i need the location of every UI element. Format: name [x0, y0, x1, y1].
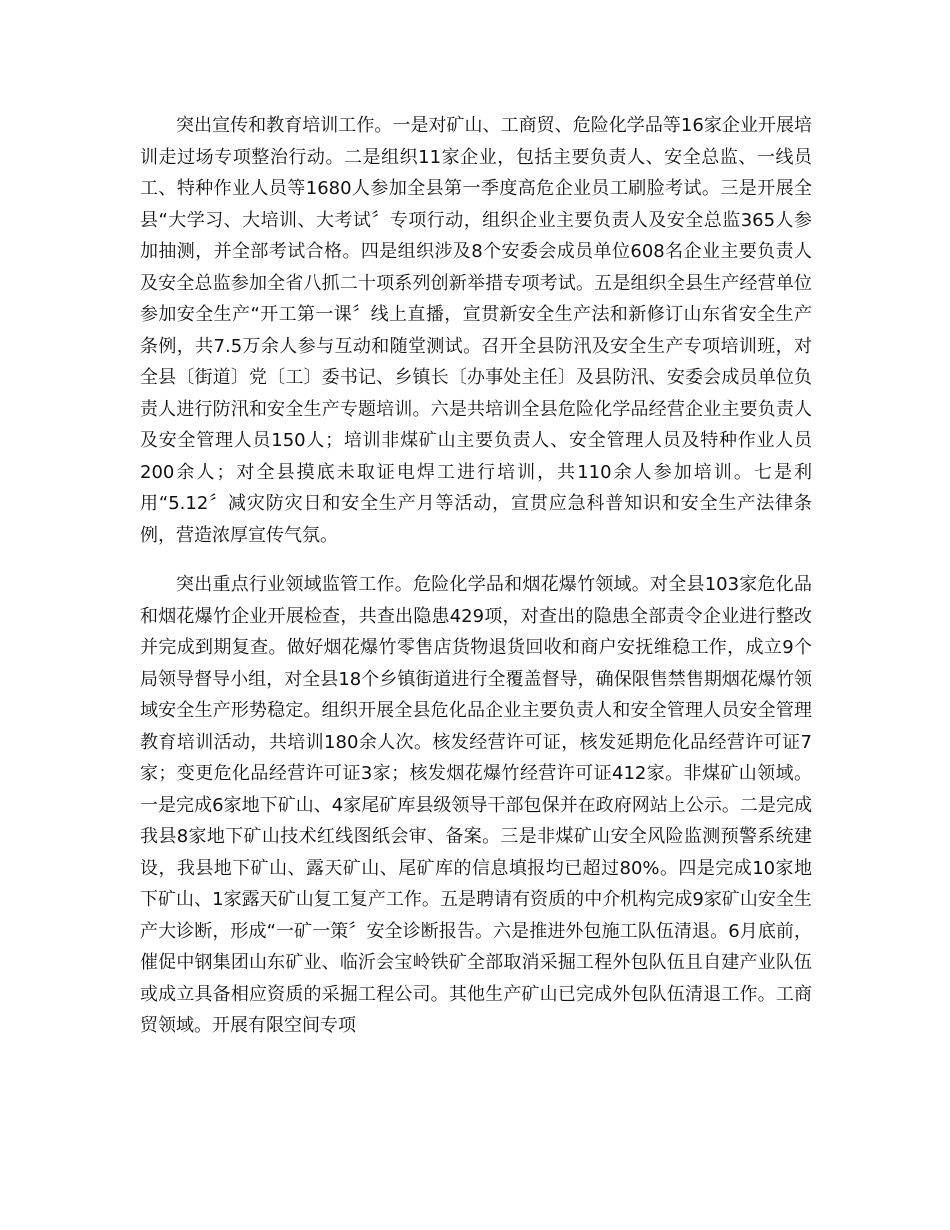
document-body	[140, 110, 812, 1042]
paragraph-industry-supervision: 突出重点行业领域监管工作。危险化学品和烟花爆竹领域。对全县103家危化品和烟花爆竹企业开展检查，共查出隐患429项，对查出的隐患全部责令企业进行整改并完成到期复查。做好烟花爆竹零售店货物退货回收和商户安抚维稳工作，成立9个局领导督导小组，对全县18个乡镇街道进行全覆盖督导，确保限售禁售期烟花爆竹领域安全生产形势稳定。组织开展全县危化品企业主要负责人和安全管理人员安全管理教育培训活动，共培训180余人次。核发经营许可证，核发延期危化品经营许可证7家；变更危化品经营许可证3家；核发烟花爆竹经营许可证412家。非煤矿山领域。一是完成6家地下矿山、4家尾矿库县级领导干部包保并在政府网站上公示。二是完成我县8家地下矿山技术红线图纸会审、备案。三是非煤矿山安全风险监测预警系统建设，我县地下矿山、露天矿山、尾矿库的信息填报均已超过80%。四是完成10家地下矿山、1家露天矿山复工复产工作。五是聘请有资质的中介机构完成9家矿山安全生产大诊断，形成“一矿一策〞安全诊断报告。六是推进外包施工队伍清退。6月底前，催促中钢集团山东矿业、临沂会宝岭铁矿全部取消采掘工程外包队伍且自建产业队伍或成立具备相应资质的采掘工程公司。其他生产矿山已完成外包队伍清退工作。工商贸领域。开展有限空间专项	[140, 574, 812, 1036]
paragraph-training-work: 突出宣传和教育培训工作。一是对矿山、工商贸、危险化学品等16家企业开展培训走过场专项整治行动。二是组织11家企业，包括主要负责人、安全总监、一线员工、特种作业人员等1680人参加全县第一季度高危企业员工刷脸考试。三是开展全县“大学习、大培训、大考试〞专项行动，组织企业主要负责人及安全总监365人参加抽测，并全部考试合格。四是组织涉及8个安委会成员单位608名企业主要负责人及安全总监参加全省八抓二十项系列创新举措专项考试。五是组织全县生产经营单位参加安全生产“开工第一课〞线上直播，宣贯新安全生产法和新修订山东省安全生产条例，共7.5万余人参与互动和随堂测试。召开全县防汛及安全生产专项培训班，对全县〔街道〕党〔工〕委书记、乡镇长〔办事处主任〕及县防汛、安委会成员单位负责人进行防汛和安全生产专题培训。六是共培训全县危险化学品经营企业主要负责人及安全管理人员150人；培训非煤矿山主要负责人、安全管理人员及特种作业人员200余人；对全县摸底未取证电焊工进行培训，共110余人参加培训。七是利用“5.12〞减灾防灾日和安全生产月等活动，宣贯应急科普知识和安全生产法律条例，营造浓厚宣传气氛。	[140, 115, 812, 546]
